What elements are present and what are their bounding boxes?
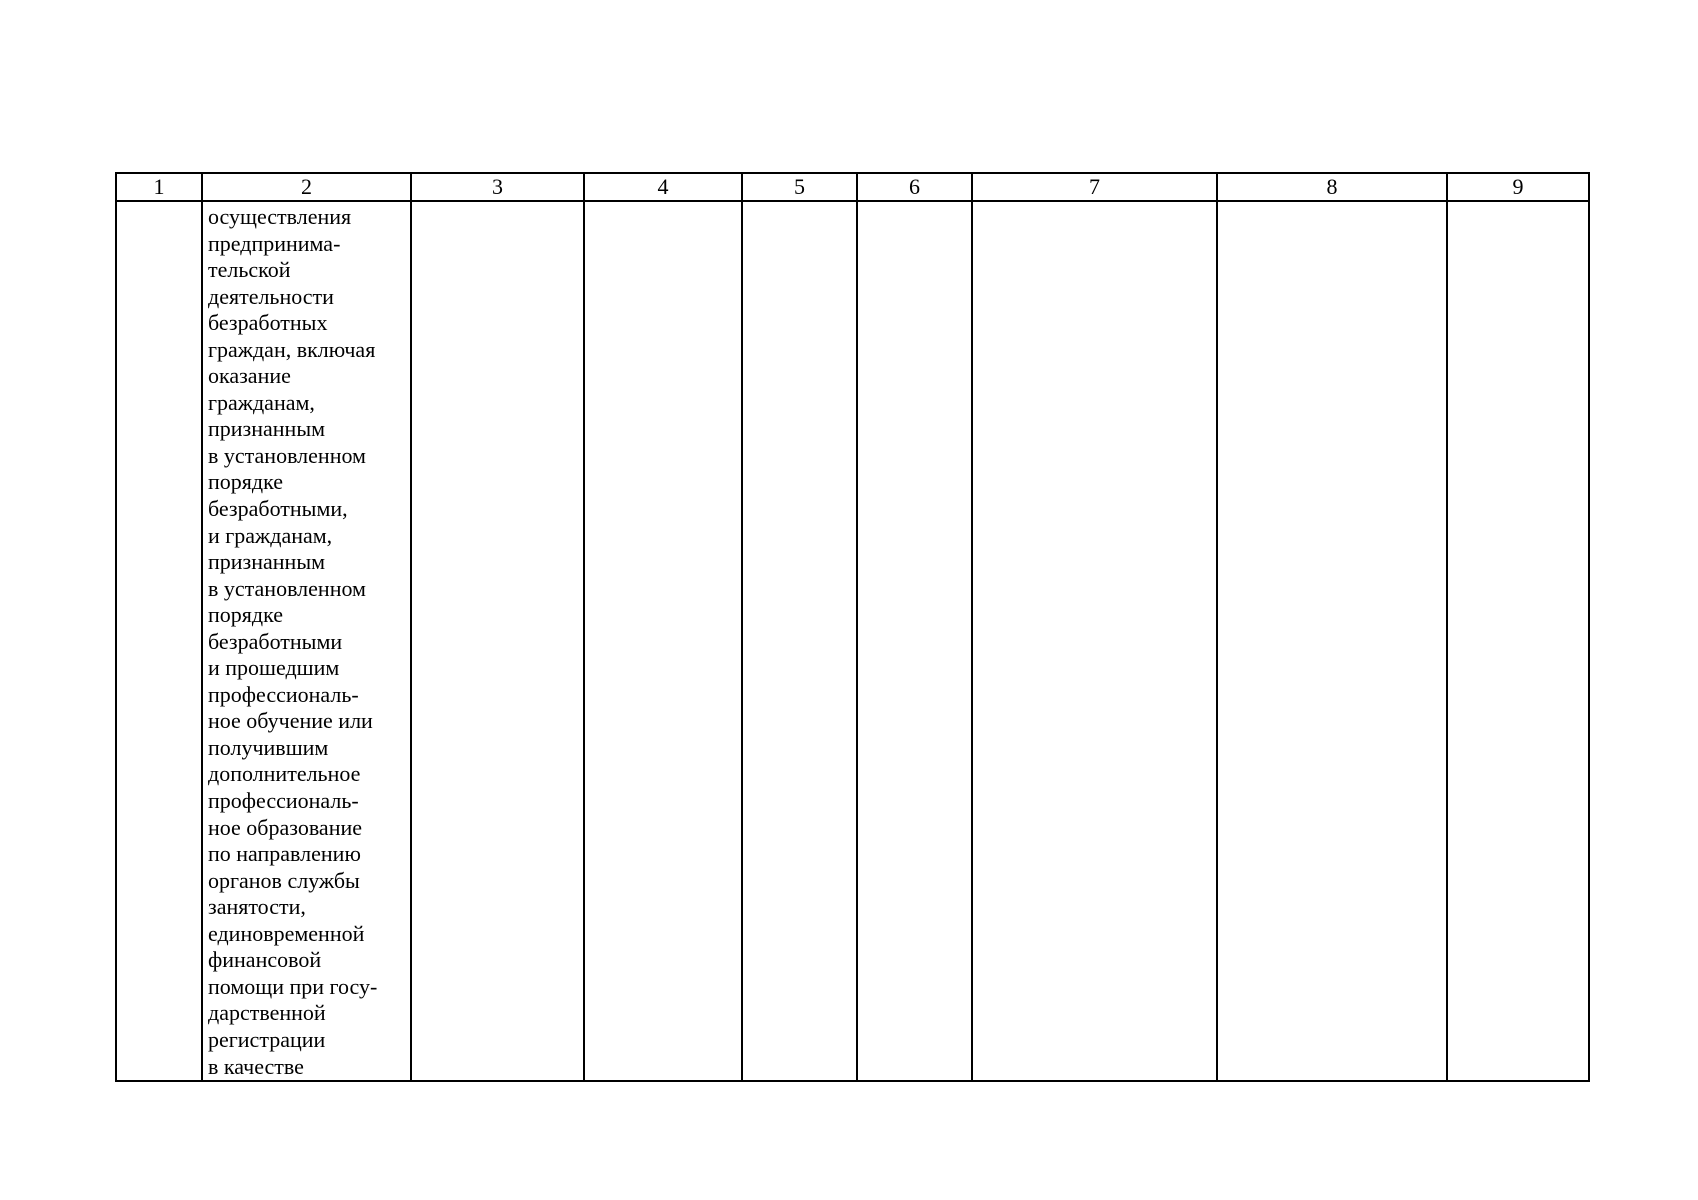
document-table <box>115 172 1590 1082</box>
cell-text-line: финансовой <box>208 947 322 973</box>
cell-text-line: занятости, <box>208 894 306 920</box>
cell-text-line: порядке <box>208 469 283 495</box>
table-cell-col6 <box>857 201 972 1081</box>
column-header-1: 1 <box>116 173 202 201</box>
cell-text-line: получившим <box>208 734 329 760</box>
cell-text-line: предпринима- <box>208 230 341 256</box>
column-header-2: 2 <box>202 173 411 201</box>
column-header-8: 8 <box>1217 173 1447 201</box>
cell-text-line: профессиональ- <box>208 681 359 707</box>
cell-text-line: регистрации <box>208 1026 326 1052</box>
table-cell-col4 <box>584 201 742 1081</box>
header-row <box>116 173 1589 201</box>
cell-text-line: деятельности <box>208 283 334 309</box>
cell-text-line: и гражданам, <box>208 522 333 548</box>
cell-text-line: в установленном <box>208 575 366 601</box>
cell-text-line: безработными <box>208 628 343 654</box>
cell-text-line: оказание <box>208 363 291 389</box>
table-row <box>116 201 1589 1081</box>
column-header-7: 7 <box>972 173 1217 201</box>
cell-text-line: помощи при госу- <box>208 973 378 999</box>
cell-text-line: ное обучение или <box>208 708 373 734</box>
cell-text-line: признанным <box>208 416 326 442</box>
table-cell-col9 <box>1447 201 1589 1081</box>
cell-text-line: дарственной <box>208 1000 326 1026</box>
cell-text-line: в установленном <box>208 442 366 468</box>
cell-text-line: ное образование <box>208 814 362 840</box>
cell-text-line: безработными, <box>208 496 348 522</box>
cell-text-block <box>203 202 410 1080</box>
table-cell-col3 <box>411 201 584 1081</box>
cell-text-line: порядке <box>208 602 283 628</box>
cell-text-line: органов службы <box>208 867 360 893</box>
cell-text-line: гражданам, <box>208 389 315 415</box>
cell-text-line: безработных <box>208 310 328 336</box>
cell-text-line: и прошедшим <box>208 655 340 681</box>
cell-text-line: профессиональ- <box>208 788 359 814</box>
column-header-3: 3 <box>411 173 584 201</box>
table-cell-col1 <box>116 201 202 1081</box>
table-cell-col5 <box>742 201 857 1081</box>
column-header-4: 4 <box>584 173 742 201</box>
cell-text-line: по направлению <box>208 841 361 867</box>
table-cell-col2 <box>202 201 411 1081</box>
cell-text-line: в качестве <box>208 1053 304 1079</box>
cell-text-line: признанным <box>208 549 326 575</box>
table-cell-col7 <box>972 201 1217 1081</box>
cell-text-line: осуществления <box>208 204 352 229</box>
cell-text-line: единовременной <box>208 920 365 946</box>
cell-text-line: граждан, включая <box>208 336 376 362</box>
table-cell-col8 <box>1217 201 1447 1081</box>
cell-text-line: тельской <box>208 257 291 283</box>
cell-text-line: дополнительное <box>208 761 361 787</box>
column-header-5: 5 <box>742 173 857 201</box>
column-header-6: 6 <box>857 173 972 201</box>
column-header-9: 9 <box>1447 173 1589 201</box>
